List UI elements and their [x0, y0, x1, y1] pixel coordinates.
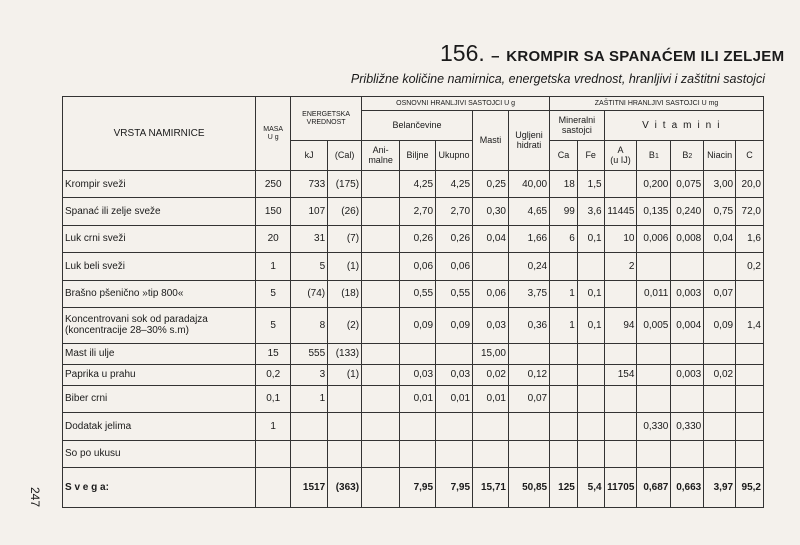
cell-ca — [550, 413, 578, 440]
cell-masti: 0,25 — [473, 171, 509, 198]
cell-uglj: 3,75 — [509, 280, 550, 307]
cell-fe: 0,1 — [577, 280, 604, 307]
cell-kj: 3 — [291, 364, 328, 385]
cell-uglj — [509, 413, 550, 440]
cell-anim — [362, 198, 400, 225]
cell-niacin: 0,04 — [704, 225, 736, 252]
table-row — [63, 364, 764, 385]
cell-masa: 15 — [256, 343, 291, 364]
cell-b2: 0,663 — [671, 467, 704, 507]
cell-bilj: 4,25 — [400, 171, 436, 198]
header-animalne: Ani-malne — [362, 141, 400, 171]
cell-kj: 1517 — [291, 467, 328, 507]
recipe-title — [440, 40, 784, 67]
cell-fe — [577, 413, 604, 440]
cell-name: Luk crni sveži — [63, 225, 256, 252]
table-row — [63, 343, 764, 364]
cell-b2 — [671, 440, 704, 467]
cell-anim — [362, 343, 400, 364]
cell-c — [736, 385, 764, 412]
cell-c: 20,0 — [736, 171, 764, 198]
header-masti: Masti — [473, 111, 509, 171]
cell-masti: 0,02 — [473, 364, 509, 385]
cell-b2 — [671, 253, 704, 280]
header-vitamin-a — [604, 141, 637, 171]
cell-b2: 0,003 — [671, 280, 704, 307]
header-vitamin-a-label: A — [617, 144, 624, 155]
cell-kj: 733 — [291, 171, 328, 198]
cell-masti: 0,30 — [473, 198, 509, 225]
cell-bilj — [400, 343, 436, 364]
cell-masa — [256, 467, 291, 507]
cell-kj — [291, 413, 328, 440]
table-body — [63, 171, 764, 508]
cell-cal: (18) — [328, 280, 362, 307]
cell-a — [604, 440, 637, 467]
cell-a: 11705 — [604, 467, 637, 507]
cell-b2 — [671, 343, 704, 364]
cell-ukup — [436, 413, 473, 440]
cell-masti — [473, 413, 509, 440]
cell-kj: 31 — [291, 225, 328, 252]
table-row — [63, 413, 764, 440]
cell-ukup: 0,55 — [436, 280, 473, 307]
header-b1-sub: 1 — [654, 152, 659, 160]
cell-masti — [473, 253, 509, 280]
cell-niacin: 0,07 — [704, 280, 736, 307]
cell-ca: 1 — [550, 307, 578, 343]
cell-kj: (74) — [291, 280, 328, 307]
cell-kj: 5 — [291, 253, 328, 280]
cell-b2: 0,004 — [671, 307, 704, 343]
cell-b1 — [637, 253, 671, 280]
cell-bilj: 2,70 — [400, 198, 436, 225]
cell-niacin: 3,97 — [704, 467, 736, 507]
cell-fe: 0,1 — [577, 307, 604, 343]
cell-cal: (1) — [328, 364, 362, 385]
cell-masa: 1 — [256, 253, 291, 280]
cell-fe — [577, 253, 604, 280]
cell-a — [604, 171, 637, 198]
cell-c: 1,6 — [736, 225, 764, 252]
cell-b1 — [637, 385, 671, 412]
cell-ukup: 2,70 — [436, 198, 473, 225]
cell-masti: 0,01 — [473, 385, 509, 412]
cell-ukup: 4,25 — [436, 171, 473, 198]
cell-masti: 0,04 — [473, 225, 509, 252]
header-cal: (Cal) — [328, 141, 362, 171]
header-belancevine: Belančevine — [362, 111, 473, 141]
table-row — [63, 171, 764, 198]
table-row — [63, 307, 764, 343]
cell-masa: 1 — [256, 413, 291, 440]
cell-masti: 0,03 — [473, 307, 509, 343]
cell-uglj: 1,66 — [509, 225, 550, 252]
header-vitamin-b1 — [637, 141, 671, 171]
cell-masa: 150 — [256, 198, 291, 225]
cell-kj: 107 — [291, 198, 328, 225]
cell-name: Brašno pšenično »tip 800« — [63, 280, 256, 307]
cell-a: 94 — [604, 307, 637, 343]
cell-b1: 0,011 — [637, 280, 671, 307]
cell-bilj: 0,55 — [400, 280, 436, 307]
cell-ukup: 0,26 — [436, 225, 473, 252]
cell-masa: 0,2 — [256, 364, 291, 385]
header-masa — [256, 97, 291, 171]
cell-ca — [550, 440, 578, 467]
header-ca: Ca — [550, 141, 578, 171]
cell-niacin — [704, 253, 736, 280]
cell-b1: 0,687 — [637, 467, 671, 507]
cell-bilj: 7,95 — [400, 467, 436, 507]
cell-uglj: 50,85 — [509, 467, 550, 507]
cell-anim — [362, 253, 400, 280]
cell-ukup — [436, 343, 473, 364]
header-masa-label: MASA — [263, 125, 284, 133]
cell-cal: (7) — [328, 225, 362, 252]
header-fe: Fe — [577, 141, 604, 171]
cell-ca: 1 — [550, 280, 578, 307]
cell-ca — [550, 385, 578, 412]
cell-uglj: 0,12 — [509, 364, 550, 385]
cell-masti: 15,00 — [473, 343, 509, 364]
cell-fe: 1,5 — [577, 171, 604, 198]
cell-cal: (26) — [328, 198, 362, 225]
cell-c: 72,0 — [736, 198, 764, 225]
recipe-dash: – — [491, 48, 500, 65]
cell-b1 — [637, 364, 671, 385]
header-osnovni: OSNOVNI HRANLJIVI SASTOJCI U g — [362, 97, 550, 111]
cell-masti: 15,71 — [473, 467, 509, 507]
cell-uglj: 40,00 — [509, 171, 550, 198]
cell-ca: 18 — [550, 171, 578, 198]
header-vitamini: Vitamini — [604, 111, 763, 141]
cell-a — [604, 385, 637, 412]
cell-fe — [577, 343, 604, 364]
cell-fe — [577, 364, 604, 385]
cell-b2: 0,008 — [671, 225, 704, 252]
cell-c: 1,4 — [736, 307, 764, 343]
cell-anim — [362, 385, 400, 412]
cell-a — [604, 413, 637, 440]
recipe-name: KROMPIR SA SPANAĆEM ILI ZELJEM — [506, 48, 785, 65]
header-kj: kJ — [291, 141, 328, 171]
cell-b1: 0,005 — [637, 307, 671, 343]
table-row — [63, 385, 764, 412]
cell-ca: 125 — [550, 467, 578, 507]
table-row — [63, 280, 764, 307]
cell-kj: 555 — [291, 343, 328, 364]
cell-name: Koncentrovani sok od paradajza (koncentracije 28–30% s.m) — [63, 307, 256, 343]
cell-kj: 1 — [291, 385, 328, 412]
cell-ukup — [436, 440, 473, 467]
cell-c — [736, 280, 764, 307]
cell-uglj: 0,36 — [509, 307, 550, 343]
cell-name: Mast ili ulje — [63, 343, 256, 364]
cell-kj: 8 — [291, 307, 328, 343]
cell-ukup: 7,95 — [436, 467, 473, 507]
cell-bilj: 0,01 — [400, 385, 436, 412]
cell-a: 154 — [604, 364, 637, 385]
cell-b1 — [637, 343, 671, 364]
cell-masa: 5 — [256, 280, 291, 307]
header-energetska: ENERGETSKA VREDNOST — [291, 97, 362, 141]
header-b2-sub: 2 — [688, 152, 693, 160]
cell-b2: 0,240 — [671, 198, 704, 225]
cell-a — [604, 280, 637, 307]
cell-uglj: 0,07 — [509, 385, 550, 412]
cell-masti: 0,06 — [473, 280, 509, 307]
cell-a: 10 — [604, 225, 637, 252]
cell-ukup: 0,06 — [436, 253, 473, 280]
cell-anim — [362, 307, 400, 343]
header-vrsta: VRSTA NAMIRNICE — [63, 97, 256, 171]
cell-masa: 5 — [256, 307, 291, 343]
cell-anim — [362, 440, 400, 467]
cell-cal: (363) — [328, 467, 362, 507]
cell-masa: 0,1 — [256, 385, 291, 412]
cell-niacin — [704, 413, 736, 440]
cell-anim — [362, 413, 400, 440]
cell-cal: (133) — [328, 343, 362, 364]
recipe-number: 156. — [440, 40, 485, 66]
cell-ukup: 0,03 — [436, 364, 473, 385]
table-row — [63, 198, 764, 225]
cell-a: 11445 — [604, 198, 637, 225]
header-b2-letter: B — [682, 149, 689, 160]
cell-uglj — [509, 440, 550, 467]
cell-cal: (1) — [328, 253, 362, 280]
cell-bilj: 0,09 — [400, 307, 436, 343]
cell-c — [736, 440, 764, 467]
header-ugljeni: Ugljeni hidrati — [509, 111, 550, 171]
total-row — [63, 467, 764, 507]
cell-b2 — [671, 385, 704, 412]
cell-uglj: 4,65 — [509, 198, 550, 225]
cell-name: Krompir sveži — [63, 171, 256, 198]
header-b1-letter: B — [648, 149, 655, 160]
cell-fe: 3,6 — [577, 198, 604, 225]
cell-c — [736, 413, 764, 440]
table-row — [63, 440, 764, 467]
cell-masti — [473, 440, 509, 467]
cell-anim — [362, 171, 400, 198]
header-vitamin-a-unit: (u IJ) — [610, 154, 631, 165]
cell-ukup: 0,09 — [436, 307, 473, 343]
table-row — [63, 253, 764, 280]
page-number: 247 — [28, 486, 43, 508]
cell-anim — [362, 225, 400, 252]
cell-masa: 250 — [256, 171, 291, 198]
cell-ca: 99 — [550, 198, 578, 225]
cell-fe: 0,1 — [577, 225, 604, 252]
cell-anim — [362, 280, 400, 307]
header-niacin: Niacin — [704, 141, 736, 171]
cell-b1 — [637, 440, 671, 467]
cell-c: 95,2 — [736, 467, 764, 507]
header-vitamin-b2 — [671, 141, 704, 171]
cell-name: S v e g a: — [63, 467, 256, 507]
cell-kj — [291, 440, 328, 467]
cell-bilj: 0,03 — [400, 364, 436, 385]
cell-cal: (175) — [328, 171, 362, 198]
cell-niacin: 0,02 — [704, 364, 736, 385]
header-biljne: Biljne — [400, 141, 436, 171]
header-ukupno: Ukupno — [436, 141, 473, 171]
table-subtitle: Približne količine namirnica, energetska vrednost, hranljivi i zaštitni sastojci — [350, 72, 765, 86]
cell-bilj — [400, 413, 436, 440]
cell-bilj: 0,26 — [400, 225, 436, 252]
cell-name: Biber crni — [63, 385, 256, 412]
cell-uglj — [509, 343, 550, 364]
cell-masa: 20 — [256, 225, 291, 252]
cell-ca — [550, 253, 578, 280]
cell-anim — [362, 364, 400, 385]
cell-c — [736, 364, 764, 385]
header-vitamin-c: C — [736, 141, 764, 171]
header-mineralni: Mineralni sastojci — [550, 111, 604, 141]
cell-name: So po ukusu — [63, 440, 256, 467]
cell-fe — [577, 385, 604, 412]
cell-niacin: 0,09 — [704, 307, 736, 343]
cell-b1: 0,006 — [637, 225, 671, 252]
cell-fe — [577, 440, 604, 467]
cell-a: 2 — [604, 253, 637, 280]
cell-ca — [550, 343, 578, 364]
cell-c: 0,2 — [736, 253, 764, 280]
cell-b1: 0,330 — [637, 413, 671, 440]
cell-bilj — [400, 440, 436, 467]
header-masa-unit: U g — [267, 133, 279, 141]
cell-uglj: 0,24 — [509, 253, 550, 280]
cell-cal — [328, 413, 362, 440]
cell-ca: 6 — [550, 225, 578, 252]
cell-name: Luk beli sveži — [63, 253, 256, 280]
cell-anim — [362, 467, 400, 507]
cell-b2: 0,075 — [671, 171, 704, 198]
cell-b2: 0,330 — [671, 413, 704, 440]
cell-cal — [328, 385, 362, 412]
cell-niacin: 3,00 — [704, 171, 736, 198]
cell-niacin: 0,75 — [704, 198, 736, 225]
header-zastitni: ZAŠTITNI HRANLJIVI SASTOJCI U mg — [550, 97, 764, 111]
cell-cal — [328, 440, 362, 467]
cell-niacin — [704, 440, 736, 467]
cell-name: Dodatak jelima — [63, 413, 256, 440]
cell-ca — [550, 364, 578, 385]
table-row — [63, 225, 764, 252]
cell-fe: 5,4 — [577, 467, 604, 507]
cell-name: Paprika u prahu — [63, 364, 256, 385]
cell-name: Spanać ili zelje sveže — [63, 198, 256, 225]
cell-ukup: 0,01 — [436, 385, 473, 412]
cell-b2: 0,003 — [671, 364, 704, 385]
cell-cal: (2) — [328, 307, 362, 343]
cell-b1: 0,135 — [637, 198, 671, 225]
cell-b1: 0,200 — [637, 171, 671, 198]
cell-niacin — [704, 343, 736, 364]
cell-c — [736, 343, 764, 364]
cell-a — [604, 343, 637, 364]
cell-masa — [256, 440, 291, 467]
nutrition-table — [62, 96, 764, 508]
cell-bilj: 0,06 — [400, 253, 436, 280]
cell-niacin — [704, 385, 736, 412]
